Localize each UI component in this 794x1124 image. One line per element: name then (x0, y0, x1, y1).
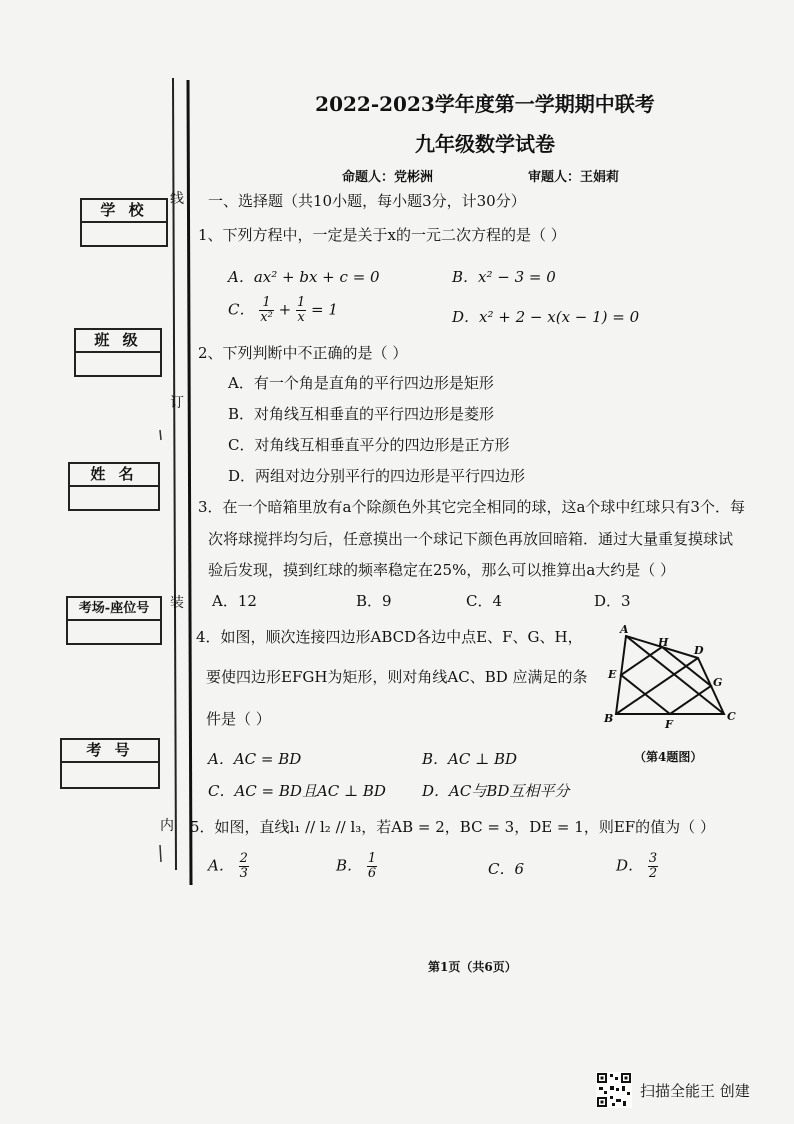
q4-label-c: C (727, 710, 736, 723)
q4-diagonal-ac (626, 636, 724, 714)
seat-box (66, 596, 162, 645)
q3-option-c: C．4 (466, 592, 503, 610)
q1-option-a: A．ax² + bx + c = 0 (228, 268, 380, 286)
q3-line-3: 验后发现，摸到红球的频率稳定在25%，那么可以推算出a大约是（ ） (208, 561, 676, 579)
binding-mark-nei: 内 (160, 818, 174, 834)
author-label: 命题人：党彬洲 (342, 170, 434, 185)
q5-d-den: 2 (648, 866, 658, 881)
name-box (68, 462, 160, 511)
q5-option-d (616, 852, 658, 881)
q4-line-1: 4．如图，顺次连接四边形ABCD各边中点E、F、G、H， (196, 628, 583, 646)
exam-number-box (60, 738, 160, 789)
q5-b-num: 1 (367, 851, 377, 866)
q2-option-b: B．对角线互相垂直的平行四边形是菱形 (228, 405, 495, 423)
q3-option-b: B．9 (356, 592, 392, 610)
q4-label-b: B (604, 712, 614, 725)
q5-b-frac (367, 852, 377, 881)
q5-b-label: B． (336, 856, 363, 875)
q5-d-frac (648, 852, 658, 881)
school-label: 学 校 (82, 200, 166, 223)
q5-a-frac (239, 852, 249, 881)
q4-label-e: E (608, 668, 617, 681)
q1-option-c-frac2 (296, 296, 306, 325)
q5-option-c: C．6 (488, 860, 525, 878)
q1-c-num1: 1 (259, 296, 274, 311)
class-label: 班 级 (76, 330, 160, 353)
seat-label: 考场-座位号 (68, 598, 160, 621)
scanner-watermark: 扫描全能王 创建 (640, 1082, 750, 1100)
q2-option-d: D．两组对边分别平行的四边形是平行四边形 (228, 467, 526, 485)
q1-c-plus: + (278, 300, 292, 319)
q5-d-num: 3 (648, 851, 658, 866)
q5-d-label: D． (616, 856, 644, 875)
q4-label-f: F (665, 718, 673, 731)
q4-line-3: 件是（ ） (206, 710, 271, 728)
q5-b-den: 6 (367, 866, 377, 881)
q5-option-a (208, 852, 249, 881)
q1-c-num2: 1 (296, 295, 306, 310)
q1-option-c-frac1 (259, 296, 274, 325)
q4-option-c: C．AC = BD且AC ⊥ BD (208, 782, 386, 800)
exam-number-field[interactable] (62, 763, 158, 787)
q3-option-a: A．12 (212, 592, 257, 610)
seat-field[interactable] (68, 621, 160, 643)
q4-label-h: H (658, 636, 669, 649)
name-label: 姓 名 (70, 464, 158, 487)
qr-code-icon (596, 1072, 632, 1108)
class-box (74, 328, 162, 377)
q5-option-b (336, 852, 377, 881)
school-box (80, 198, 168, 247)
school-field[interactable] (82, 223, 166, 245)
exam-number-label: 考 号 (62, 740, 158, 763)
q1-option-c-label: C． (228, 300, 255, 319)
q1-c-den2: x (297, 310, 305, 325)
q2-option-c: C．对角线互相垂直平分的四边形是正方形 (228, 436, 510, 454)
q4-line-2: 要使四边形EFGH为矩形，则对角线AC、BD 应满足的条 (206, 668, 588, 686)
q4-diagonal-bd (616, 658, 698, 714)
q5-a-den: 3 (239, 866, 248, 881)
q5-stem: 5．如图，直线l₁ // l₂ // l₃，若AB = 2，BC = 3，DE = 1，则EF的值为（ ） (190, 818, 715, 836)
page-subtitle: 九年级数学试卷 (415, 132, 555, 156)
q5-a-num: 2 (239, 851, 248, 866)
name-field[interactable] (70, 487, 158, 509)
q1-c-tail: = 1 (311, 300, 338, 319)
q4-option-b: B．AC ⊥ BD (422, 750, 518, 768)
q2-stem: 2、下列判断中不正确的是（ ） (198, 344, 408, 362)
q3-line-1: 3．在一个暗箱里放有a个除颜色外其它完全相同的球，这a个球中红球只有3个．每 (198, 498, 745, 516)
q4-label-d: D (694, 644, 704, 657)
binding-mark-ding: 订 (170, 395, 184, 411)
q1-stem: 1、下列方程中，一定是关于x的一元二次方程的是（ ） (198, 226, 566, 244)
q4-figure (596, 624, 746, 732)
page-title: 2022-2023学年度第一学期期中联考 (315, 92, 655, 116)
q2-option-a: A．有一个角是直角的平行四边形是矩形 (228, 374, 494, 392)
q3-line-2: 次将球搅拌均匀后，任意摸出一个球记下颜色再放回暗箱．通过大量重复摸球试 (208, 530, 734, 548)
q4-label-a: A (620, 624, 629, 636)
class-field[interactable] (76, 353, 160, 375)
q1-option-b: B．x² − 3 = 0 (452, 268, 556, 286)
q4-option-d: D．AC与BD互相平分 (422, 782, 570, 800)
binding-mark-zhuang: 装 (170, 595, 184, 611)
q4-figure-caption: （第4题图） (634, 750, 703, 764)
q1-c-den1: x² (260, 310, 273, 325)
q1-option-d: D．x² + 2 − x(x − 1) = 0 (452, 308, 640, 326)
binding-mark-xian: 线 (170, 191, 184, 207)
page-number: 第1页（共6页） (428, 960, 517, 974)
q3-option-d: D．3 (594, 592, 631, 610)
q4-option-a: A．AC = BD (208, 750, 302, 768)
q4-label-g: G (713, 676, 723, 689)
q1-option-c (228, 296, 338, 325)
q5-a-label: A． (208, 856, 234, 875)
reviewer-label: 审题人：王娟莉 (528, 170, 620, 185)
section-heading: 一、选择题（共10小题，每小题3分，计30分） (208, 192, 526, 210)
